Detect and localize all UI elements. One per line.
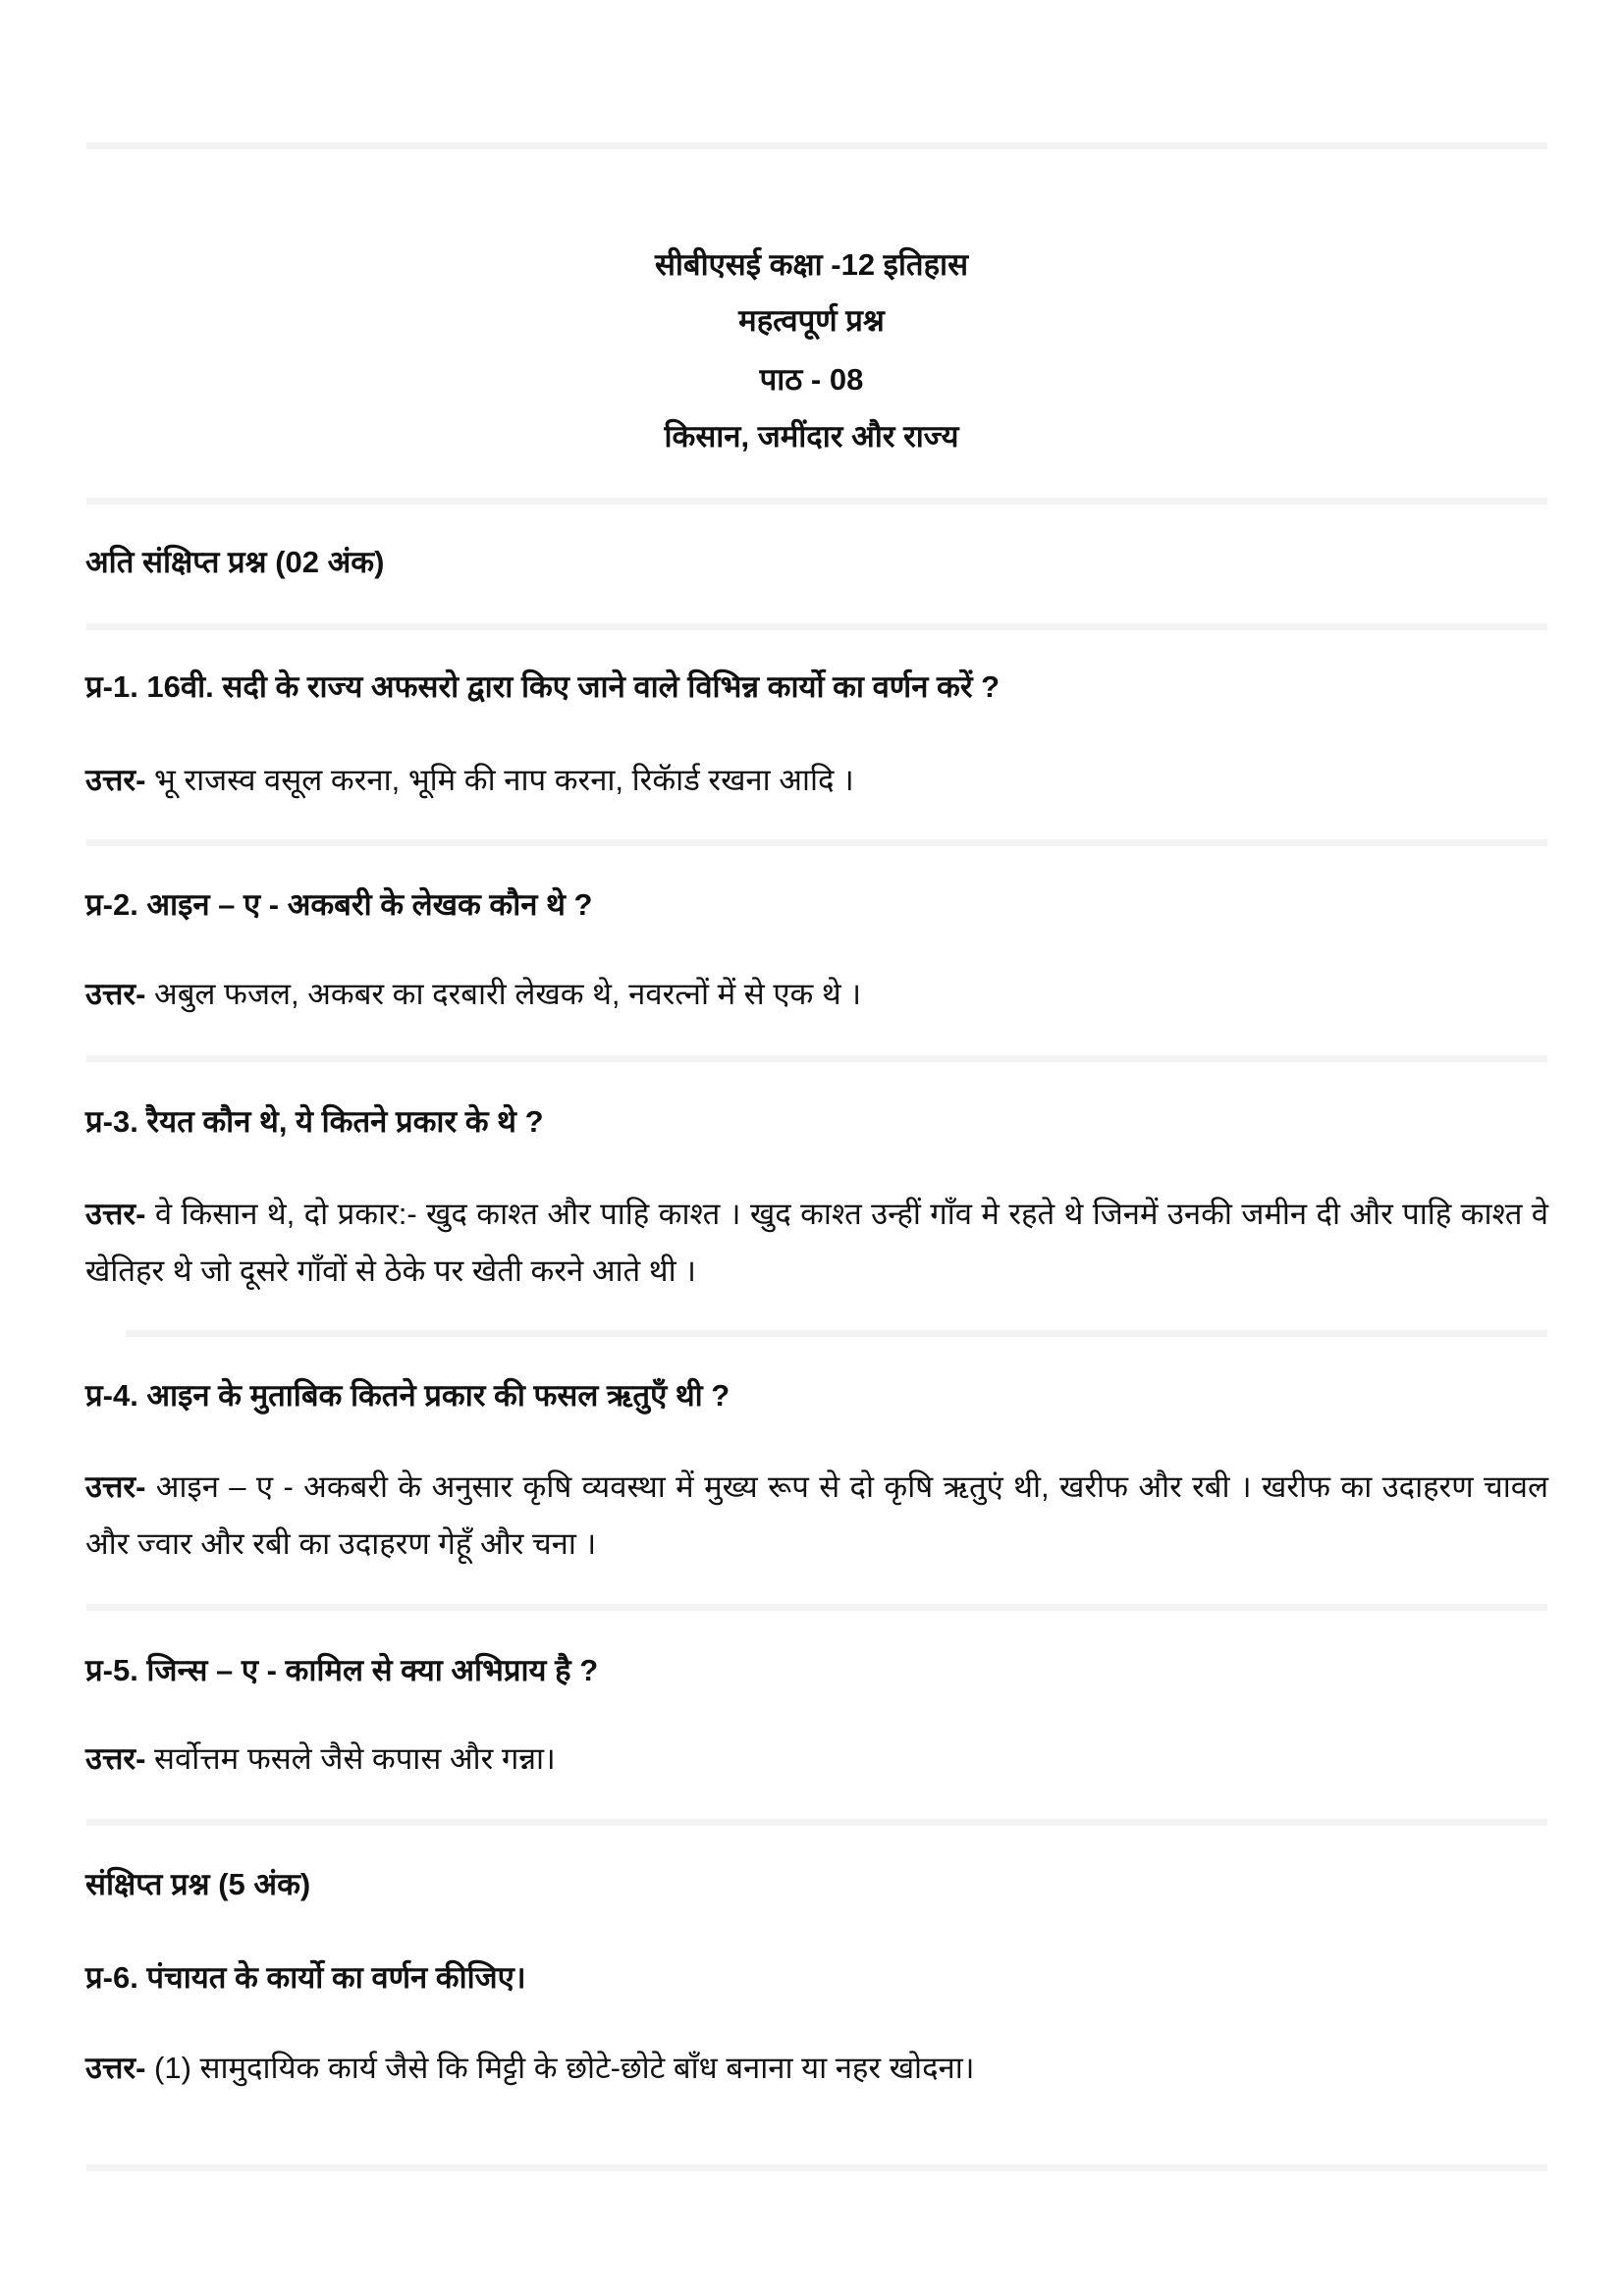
question-5: प्र-5. जिन्स – ए - कामिल से क्या अभिप्राय है ? [85, 1653, 599, 1687]
answer-1 [85, 752, 1548, 809]
question-1: प्र-1. 16वी. सदी के राज्य अफसरो द्वारा किए जाने वाले विभिन्न कार्यो का वर्णन करें ? [85, 669, 1001, 704]
chapter-title: किसान, जमींदार और राज्य [664, 419, 959, 454]
answer-text: वे किसान थे, दो प्रकार:- खुद काश्त और पाहि काश्त । खुद काश्त उन्हीं गाँव मे रहते थे जिनमें उनकी जमीन दी और पाहि काश्त वे खेतिहर थे जो दूसरे गाँवों से ठेके पर खेती करने आते थी । [85, 1197, 1548, 1288]
question-4: प्र-4. आइन के मुताबिक कितने प्रकार की फसल ऋतुएँ थी ? [85, 1378, 730, 1413]
document-title: सीबीएसई कक्षा -12 इतिहास [654, 247, 969, 282]
divider [86, 2164, 1547, 2171]
question-2: प्र-2. आइन – ए - अकबरी के लेखक कौन थे ? [85, 887, 593, 922]
answer-text: (1) सामुदायिक कार्य जैसे कि मिट्टी के छोटे-छोटे बाँध बनाना या नहर खोदना। [145, 2051, 975, 2085]
section-heading: संक्षिप्त प्रश्न (5 अंक) [85, 1867, 311, 1901]
divider [86, 498, 1547, 505]
divider [86, 1055, 1547, 1062]
answer-text: अबुल फजल, अकबर का दरबारी लेखक थे, नवरत्नों में से एक थे । [145, 977, 862, 1011]
answer-3 [85, 1186, 1548, 1300]
answer-label: उत्तर- [85, 2051, 146, 2085]
answer-text: भू राजस्व वसूल करना, भूमि की नाप करना, रिकॅार्ड रखना आदि । [145, 763, 854, 797]
divider [126, 1330, 1547, 1337]
answer-6 [85, 2040, 1548, 2097]
divider [86, 142, 1547, 149]
divider [86, 623, 1547, 630]
answer-label: उत्तर- [85, 1197, 146, 1231]
answer-text: आइन – ए - अकबरी के अनुसार कृषि व्यवस्था में मुख्य रूप से दो कृषि ऋतुएं थी, खरीफ और रबी । खरीफ का उदाहरण चावल और ज्वार और रबी का उदाहरण गेहूँ और चना । [85, 1469, 1548, 1561]
answer-text: सर्वोत्तम फसले जैसे कपास और गन्ना। [145, 1741, 556, 1776]
divider [86, 839, 1547, 846]
divider [86, 1819, 1547, 1826]
question-3: प्र-3. रैयत कौन थे, ये कितने प्रकार के थे ? [85, 1104, 544, 1139]
chapter-number: पाठ - 08 [759, 362, 864, 397]
answer-label: उत्तर- [85, 1469, 146, 1504]
document-subtitle: महत्वपूर्ण प्रश्न [738, 303, 885, 338]
answer-5 [85, 1731, 1548, 1788]
answer-label: उत्तर- [85, 1741, 146, 1776]
section-heading: अति संक्षिप्त प्रश्न (02 अंक) [85, 545, 385, 579]
answer-2 [85, 966, 1548, 1023]
question-6: प्र-6. पंचायत के कार्यो का वर्णन कीजिए। [85, 1960, 526, 1995]
divider [86, 1604, 1547, 1611]
answer-4 [85, 1459, 1548, 1573]
answer-label: उत्तर- [85, 763, 146, 797]
answer-label: उत्तर- [85, 977, 146, 1011]
